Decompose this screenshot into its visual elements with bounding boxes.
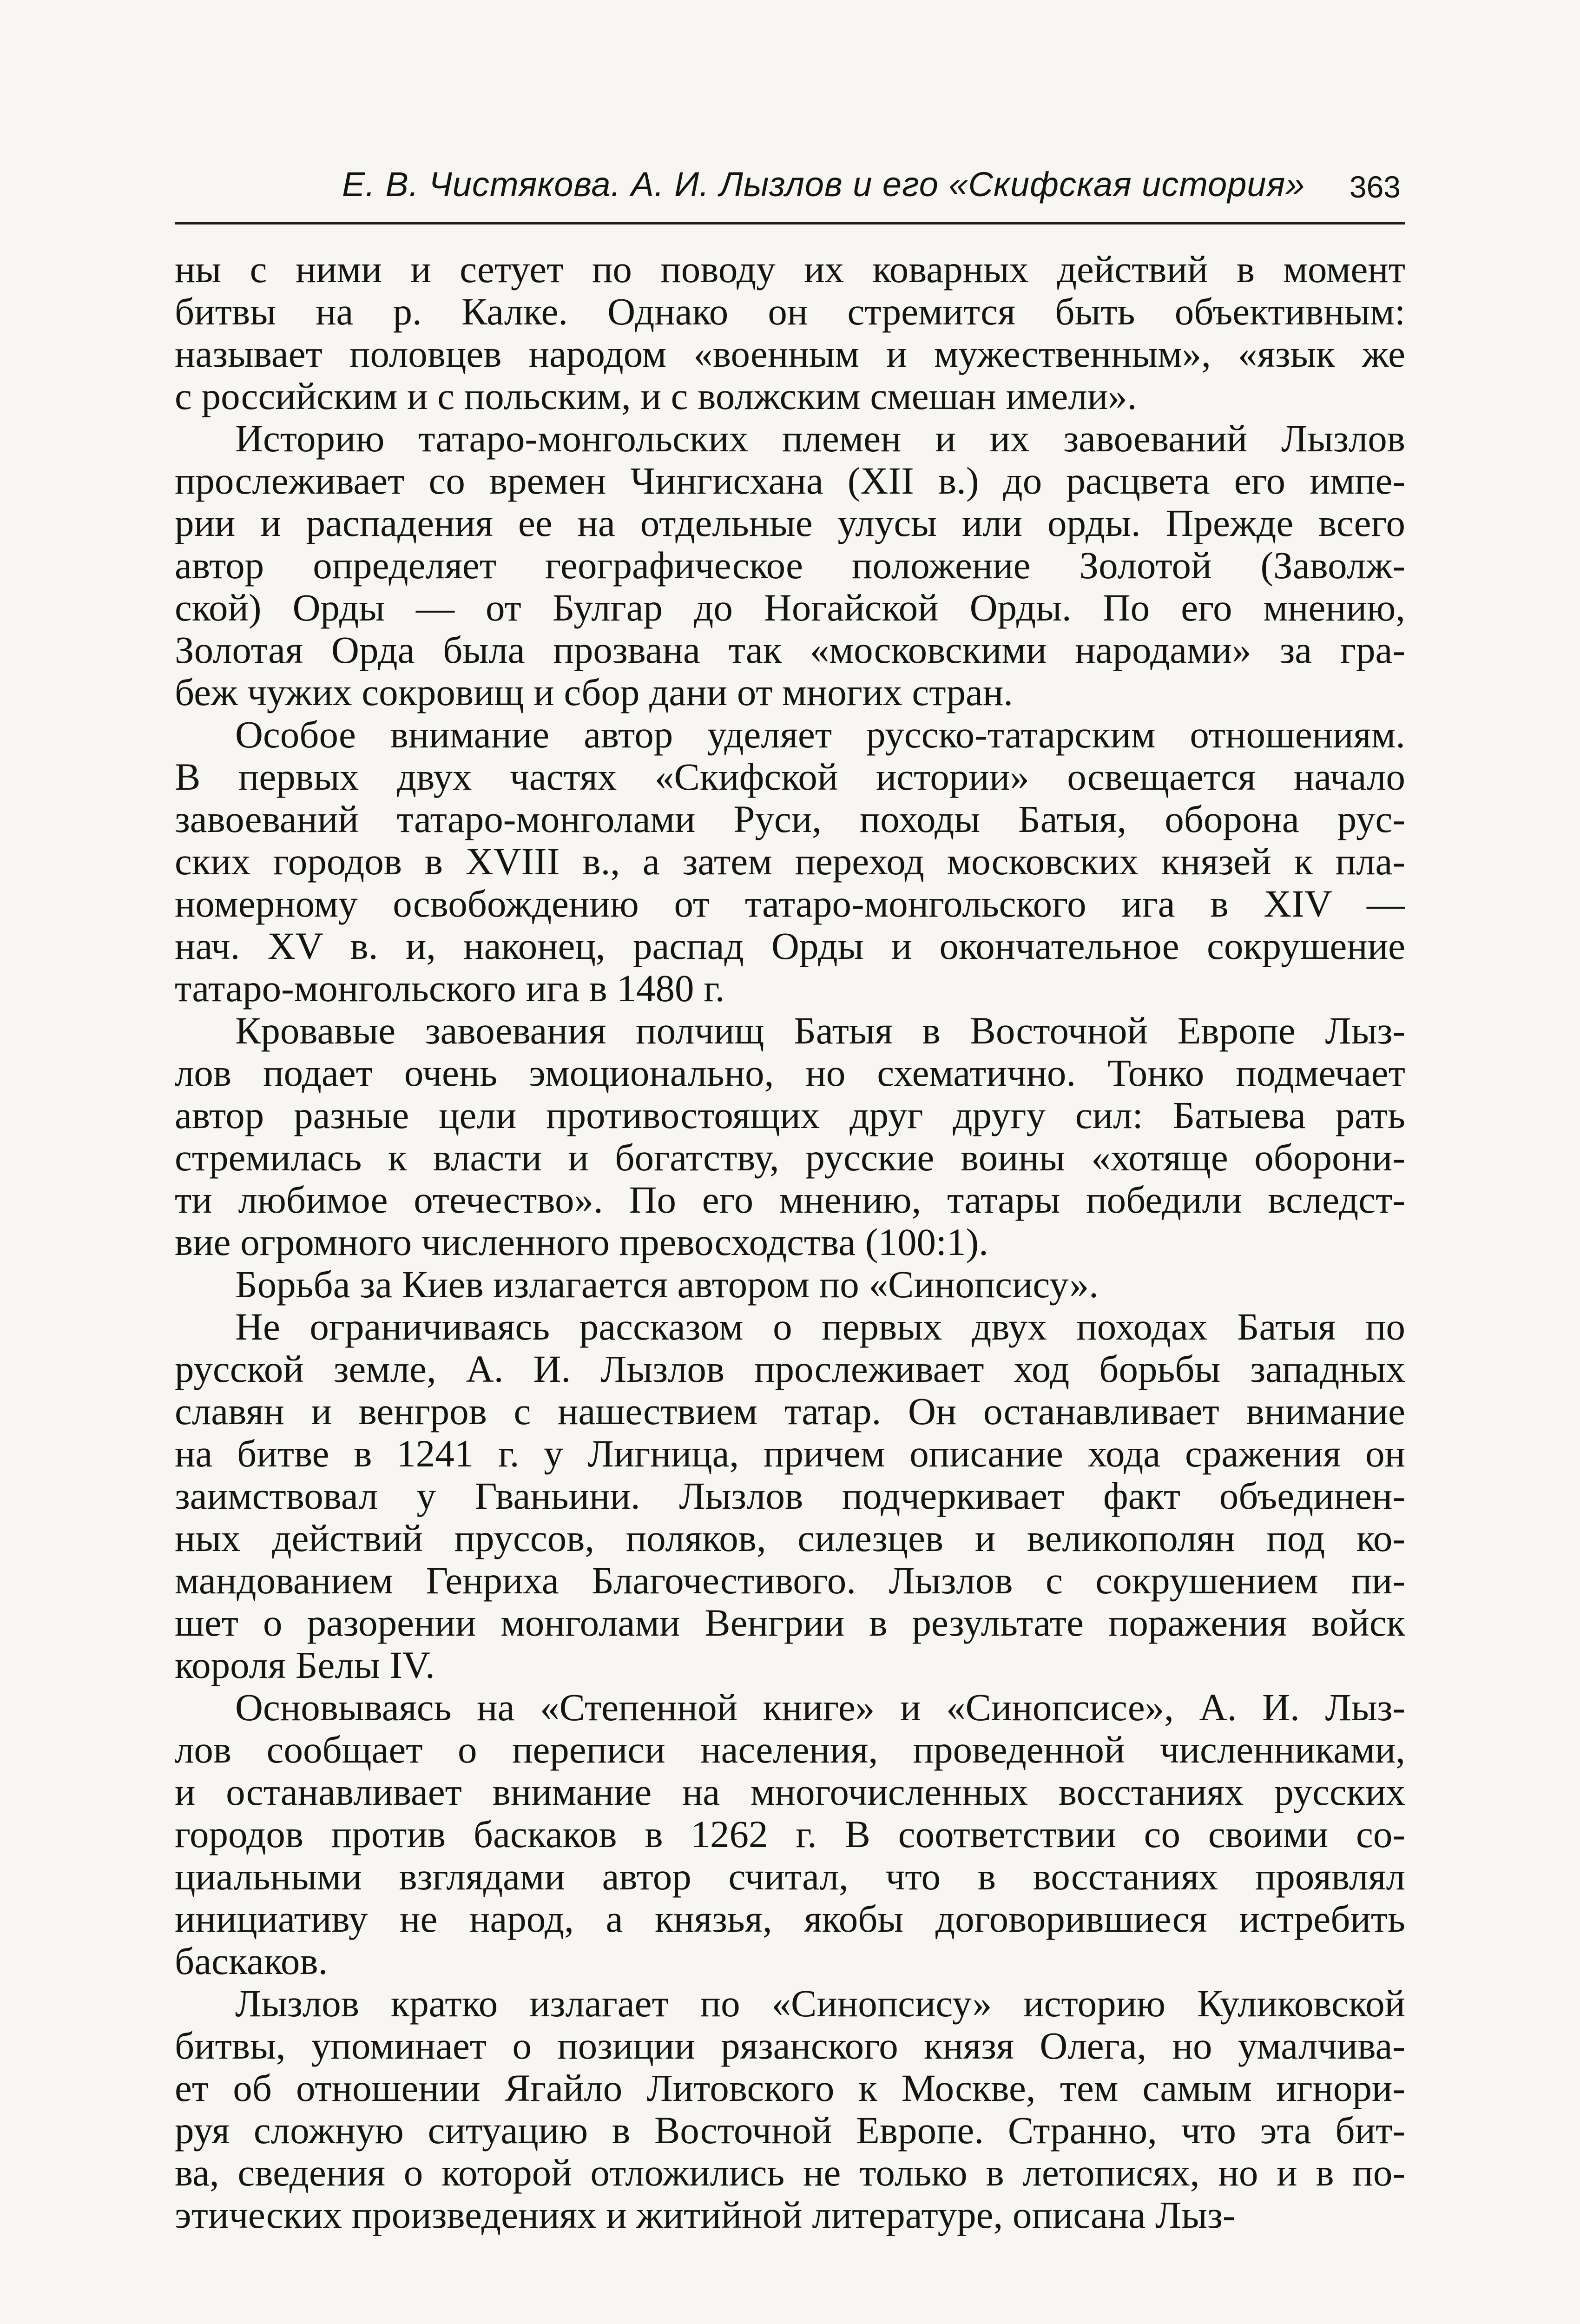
text-line: автор разные цели противостоящих друг другу сил: Батыева рать <box>175 1094 1405 1136</box>
text-line: битвы, упоминает о позиции рязанского князя Олега, но умалчива- <box>175 2025 1405 2067</box>
text-line: называет половцев народом «военным и мужественным», «язык же <box>175 333 1405 375</box>
text-line: Борьба за Киев излагается автором по «Синопсису». <box>235 1263 1099 1306</box>
text-line: лов подает очень эмоционально, но схематично. Тонко подмечает <box>175 1052 1405 1094</box>
text-line: ва, сведения о которой отложились не только в летописях, но и в по- <box>175 2152 1405 2194</box>
text-line: ти любимое отечество». По его мнению, татары победили вследст- <box>175 1179 1405 1221</box>
text-line: Основываясь на «Степенной книге» и «Синопсисе», А. И. Лыз- <box>235 1686 1405 1729</box>
text-line: ных действий пруссов, поляков, силезцев и великополян под ко- <box>175 1517 1405 1559</box>
text-line: заимствовал у Гваньини. Лызлов подчеркивает факт объединен- <box>175 1475 1405 1517</box>
text-line: В первых двух частях «Скифской истории» освещается начало <box>175 756 1405 798</box>
text-line: шет о разорении монголами Венгрии в результате поражения войск <box>175 1602 1405 1644</box>
text-line: номерному освобождению от татаро-монгольского ига в XIV — <box>175 883 1405 925</box>
running-head <box>175 155 1405 206</box>
text-line: рии и распадения ее на отдельные улусы или орды. Прежде всего <box>175 502 1405 544</box>
body-text <box>175 248 1405 2261</box>
text-line: лов сообщает о переписи населения, проведенной численниками, <box>175 1729 1405 1771</box>
text-line: на битве в 1241 г. у Лигница, причем описание хода сражения он <box>175 1433 1405 1475</box>
paragraph <box>175 1306 1405 1686</box>
text-line: татаро-монгольского ига в 1480 г. <box>175 967 725 1010</box>
paragraph <box>175 713 1405 1010</box>
text-line: русской земле, А. И. Лызлов прослеживает ход борьбы западных <box>175 1348 1405 1390</box>
paragraph <box>175 1686 1405 1982</box>
text-line: Кровавые завоевания полчищ Батыя в Восточной Европе Лыз- <box>235 1010 1405 1052</box>
text-line: баскаков. <box>175 1940 328 1982</box>
text-line: автор определяет географическое положение Золотой (Заволж- <box>175 544 1405 587</box>
text-line: ет об отношении Ягайло Литовского к Москве, тем самым игнори- <box>175 2067 1405 2109</box>
text-line: и останавливает внимание на многочисленных восстаниях русских <box>175 1771 1405 1813</box>
text-line: городов против баскаков в 1262 г. В соответствии со своими со- <box>175 1813 1405 1855</box>
running-head-title: Е. В. Чистякова. А. И. Лызлов и его «Скифская история» <box>342 165 1305 204</box>
text-line: Историю татаро-монгольских племен и их завоеваний Лызлов <box>235 417 1405 460</box>
paragraph <box>175 1982 1405 2236</box>
header-rule <box>175 222 1405 224</box>
paragraph <box>175 1263 1405 1306</box>
page-number: 363 <box>1349 170 1401 204</box>
text-line: этических произведениях и житийной литературе, описана Лыз- <box>175 2194 1236 2236</box>
text-line: короля Белы IV. <box>175 1644 435 1686</box>
text-line: ны с ними и сетует по поводу их коварных действий в момент <box>175 248 1405 290</box>
text-line: стремилась к власти и богатству, русские воины «хотяще оборони- <box>175 1136 1405 1179</box>
paragraph <box>175 417 1405 713</box>
text-line: циальными взглядами автор считал, что в восстаниях проявлял <box>175 1855 1405 1898</box>
text-line: завоеваний татаро-монголами Руси, походы Батыя, оборона рус- <box>175 798 1405 840</box>
text-line: Особое внимание автор уделяет русско-татарским отношениям. <box>235 713 1405 756</box>
text-line: с российским и с польским, и с волжским смешан имели». <box>175 375 1137 417</box>
text-line: руя сложную ситуацию в Восточной Европе. Странно, что эта бит- <box>175 2109 1405 2152</box>
text-line: битвы на р. Калке. Однако он стремится быть объективным: <box>175 290 1405 333</box>
text-line: прослеживает со времен Чингисхана (XII в.) до расцвета его импе- <box>175 460 1405 502</box>
text-line: ской) Орды — от Булгар до Ногайской Орды. По его мнению, <box>175 587 1405 629</box>
text-line: инициативу не народ, а князья, якобы договорившиеся истребить <box>175 1898 1405 1940</box>
text-line: Золотая Орда была прозвана так «московскими народами» за гра- <box>175 629 1405 671</box>
text-line: мандованием Генриха Благочестивого. Лызлов с сокрушением пи- <box>175 1559 1405 1602</box>
text-line: Лызлов кратко излагает по «Синопсису» историю Куликовской <box>235 1982 1405 2025</box>
text-line: нач. XV в. и, наконец, распад Орды и окончательное сокрушение <box>175 925 1405 967</box>
text-line: вие огромного численного превосходства (100:1). <box>175 1221 988 1263</box>
text-line: Не ограничиваясь рассказом о первых двух походах Батыя по <box>235 1306 1405 1348</box>
paragraph <box>175 248 1405 417</box>
text-line: славян и венгров с нашествием татар. Он останавливает внимание <box>175 1390 1405 1433</box>
text-line: беж чужих сокровищ и сбор дани от многих стран. <box>175 671 1014 713</box>
paragraph <box>175 1010 1405 1263</box>
text-line: ских городов в XVIII в., а затем переход московских князей к пла- <box>175 840 1405 883</box>
